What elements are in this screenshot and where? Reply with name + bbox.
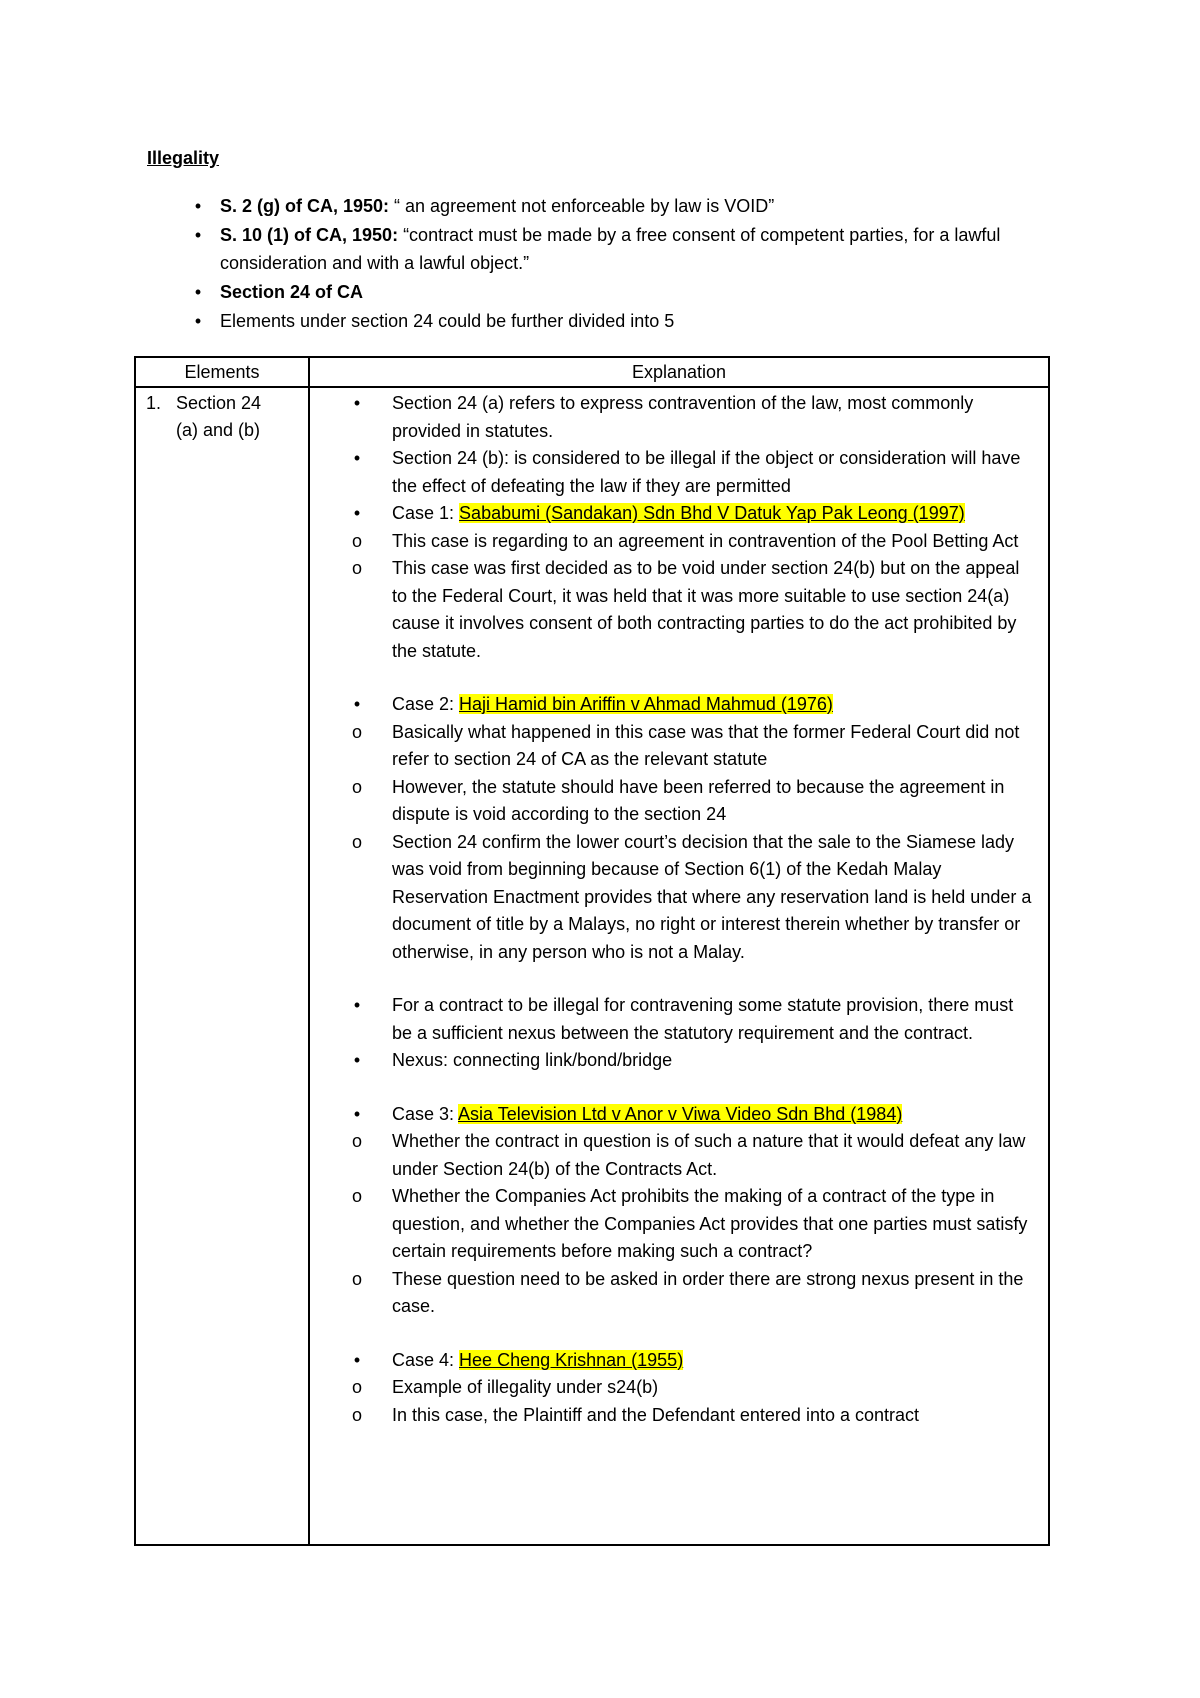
list-item: o Section 24 confirm the lower court’s decision that the sale to the Siamese lady was void from beginning because of Section 6(1) of the Kedah Malay Reservation Enactment provides that where any reservation land is held under a document of title by a Malays, no right or interest therein whether by transfer or otherwise, in any person who is not a Malay.: [348, 829, 1038, 967]
explanation-list: [348, 390, 1038, 1429]
circle-bullet-icon: o: [351, 721, 362, 742]
list-item: • Section 24 of CA: [188, 278, 1048, 306]
list-item: • Case 2: Haji Hamid bin Ariffin v Ahmad Mahmud (1976): [348, 691, 1038, 719]
circle-bullet-icon: o: [351, 530, 362, 551]
intro-list: [188, 192, 1048, 336]
list-item: o However, the statute should have been referred to because the agreement in dispute is void according to the section 24: [348, 774, 1038, 829]
elements-table: [134, 356, 1050, 1546]
column-divider: [308, 358, 310, 1544]
list-item: o These question need to be asked in order there are strong nexus present in the case.: [348, 1266, 1038, 1321]
list-item: • Elements under section 24 could be further divided into 5: [188, 307, 1048, 335]
list-item: o In this case, the Plaintiff and the Defendant entered into a contract: [348, 1402, 1038, 1430]
case-citation: Sababumi (Sandakan) Sdn Bhd V Datuk Yap Pak Leong (1997): [459, 503, 965, 523]
bullet-icon: •: [353, 448, 361, 468]
page-title: Illegality: [147, 148, 220, 168]
list-item: o Example of illegality under s24(b): [348, 1374, 1038, 1402]
table-header-row: [136, 358, 1048, 388]
bullet-icon: •: [353, 995, 361, 1015]
circle-bullet-icon: o: [351, 1268, 362, 1289]
element-cell: [146, 390, 306, 444]
bullet-icon: •: [353, 1103, 361, 1124]
bullet-icon: •: [353, 1050, 361, 1070]
element-number: 1.: [146, 393, 162, 413]
circle-bullet-icon: o: [351, 831, 362, 852]
bullet-icon: •: [353, 1349, 361, 1370]
list-item: • Section 24 (a) refers to express contravention of the law, most commonly provided in statutes.: [348, 390, 1038, 445]
bullet-icon: •: [194, 225, 202, 245]
circle-bullet-icon: o: [351, 1404, 362, 1425]
circle-bullet-icon: o: [351, 776, 362, 797]
list-item: • S. 10 (1) of CA, 1950: “contract must be made by a free consent of competent parties, for a lawful consideration and with a lawful object.”: [188, 221, 1048, 277]
list-item: o Whether the Companies Act prohibits the making of a contract of the type in question, and whether the Companies Act provides that one parties must satisfy certain requirements before making such a contract?: [348, 1183, 1038, 1266]
list-item: o Whether the contract in question is of such a nature that it would defeat any law under Section 24(b) of the Contracts Act.: [348, 1128, 1038, 1183]
circle-bullet-icon: o: [351, 558, 362, 578]
case-citation: Haji Hamid bin Ariffin v Ahmad Mahmud (1976): [459, 694, 833, 714]
bullet-icon: •: [194, 196, 202, 216]
list-item: • Case 3: Asia Television Ltd v Anor v Viwa Video Sdn Bhd (1984): [348, 1101, 1038, 1129]
bullet-icon: •: [353, 694, 361, 714]
element-label: Section 24 (a) and (b): [176, 393, 262, 440]
header-explanation: Explanation: [631, 362, 727, 382]
case-citation: Asia Television Ltd v Anor v Viwa Video Sdn Bhd (1984): [458, 1103, 903, 1124]
bullet-icon: •: [194, 311, 202, 331]
circle-bullet-icon: o: [351, 1131, 362, 1151]
list-item: o Basically what happened in this case was that the former Federal Court did not refer to section 24 of CA as the relevant statute: [348, 719, 1038, 774]
bullet-icon: •: [353, 393, 361, 413]
bullet-icon: •: [194, 282, 202, 302]
list-item: • S. 2 (g) of CA, 1950: “ an agreement not enforceable by law is VOID”: [188, 192, 1048, 220]
bullet-icon: •: [353, 503, 361, 523]
list-item: • Case 4: Hee Cheng Krishnan (1955): [348, 1347, 1038, 1375]
list-item: • Nexus: connecting link/bond/bridge: [348, 1047, 1038, 1075]
list-item: • Case 1: Sababumi (Sandakan) Sdn Bhd V Datuk Yap Pak Leong (1997): [348, 500, 1038, 528]
list-item: • Section 24 (b): is considered to be illegal if the object or consideration will have the effect of defeating the law if they are permitted: [348, 445, 1038, 500]
circle-bullet-icon: o: [351, 1186, 362, 1206]
list-item: o This case is regarding to an agreement in contravention of the Pool Betting Act: [348, 528, 1038, 556]
list-item: o This case was first decided as to be void under section 24(b) but on the appeal to the Federal Court, it was held that it was more suitable to use section 24(a) cause it involves consent of both contracting parties to do the act prohibited by the statute.: [348, 555, 1038, 665]
header-elements: Elements: [184, 362, 260, 382]
circle-bullet-icon: o: [351, 1377, 362, 1397]
case-citation: Hee Cheng Krishnan (1955): [459, 1349, 684, 1370]
list-item: • For a contract to be illegal for contravening some statute provision, there must be a sufficient nexus between the statutory requirement and the contract.: [348, 992, 1038, 1047]
